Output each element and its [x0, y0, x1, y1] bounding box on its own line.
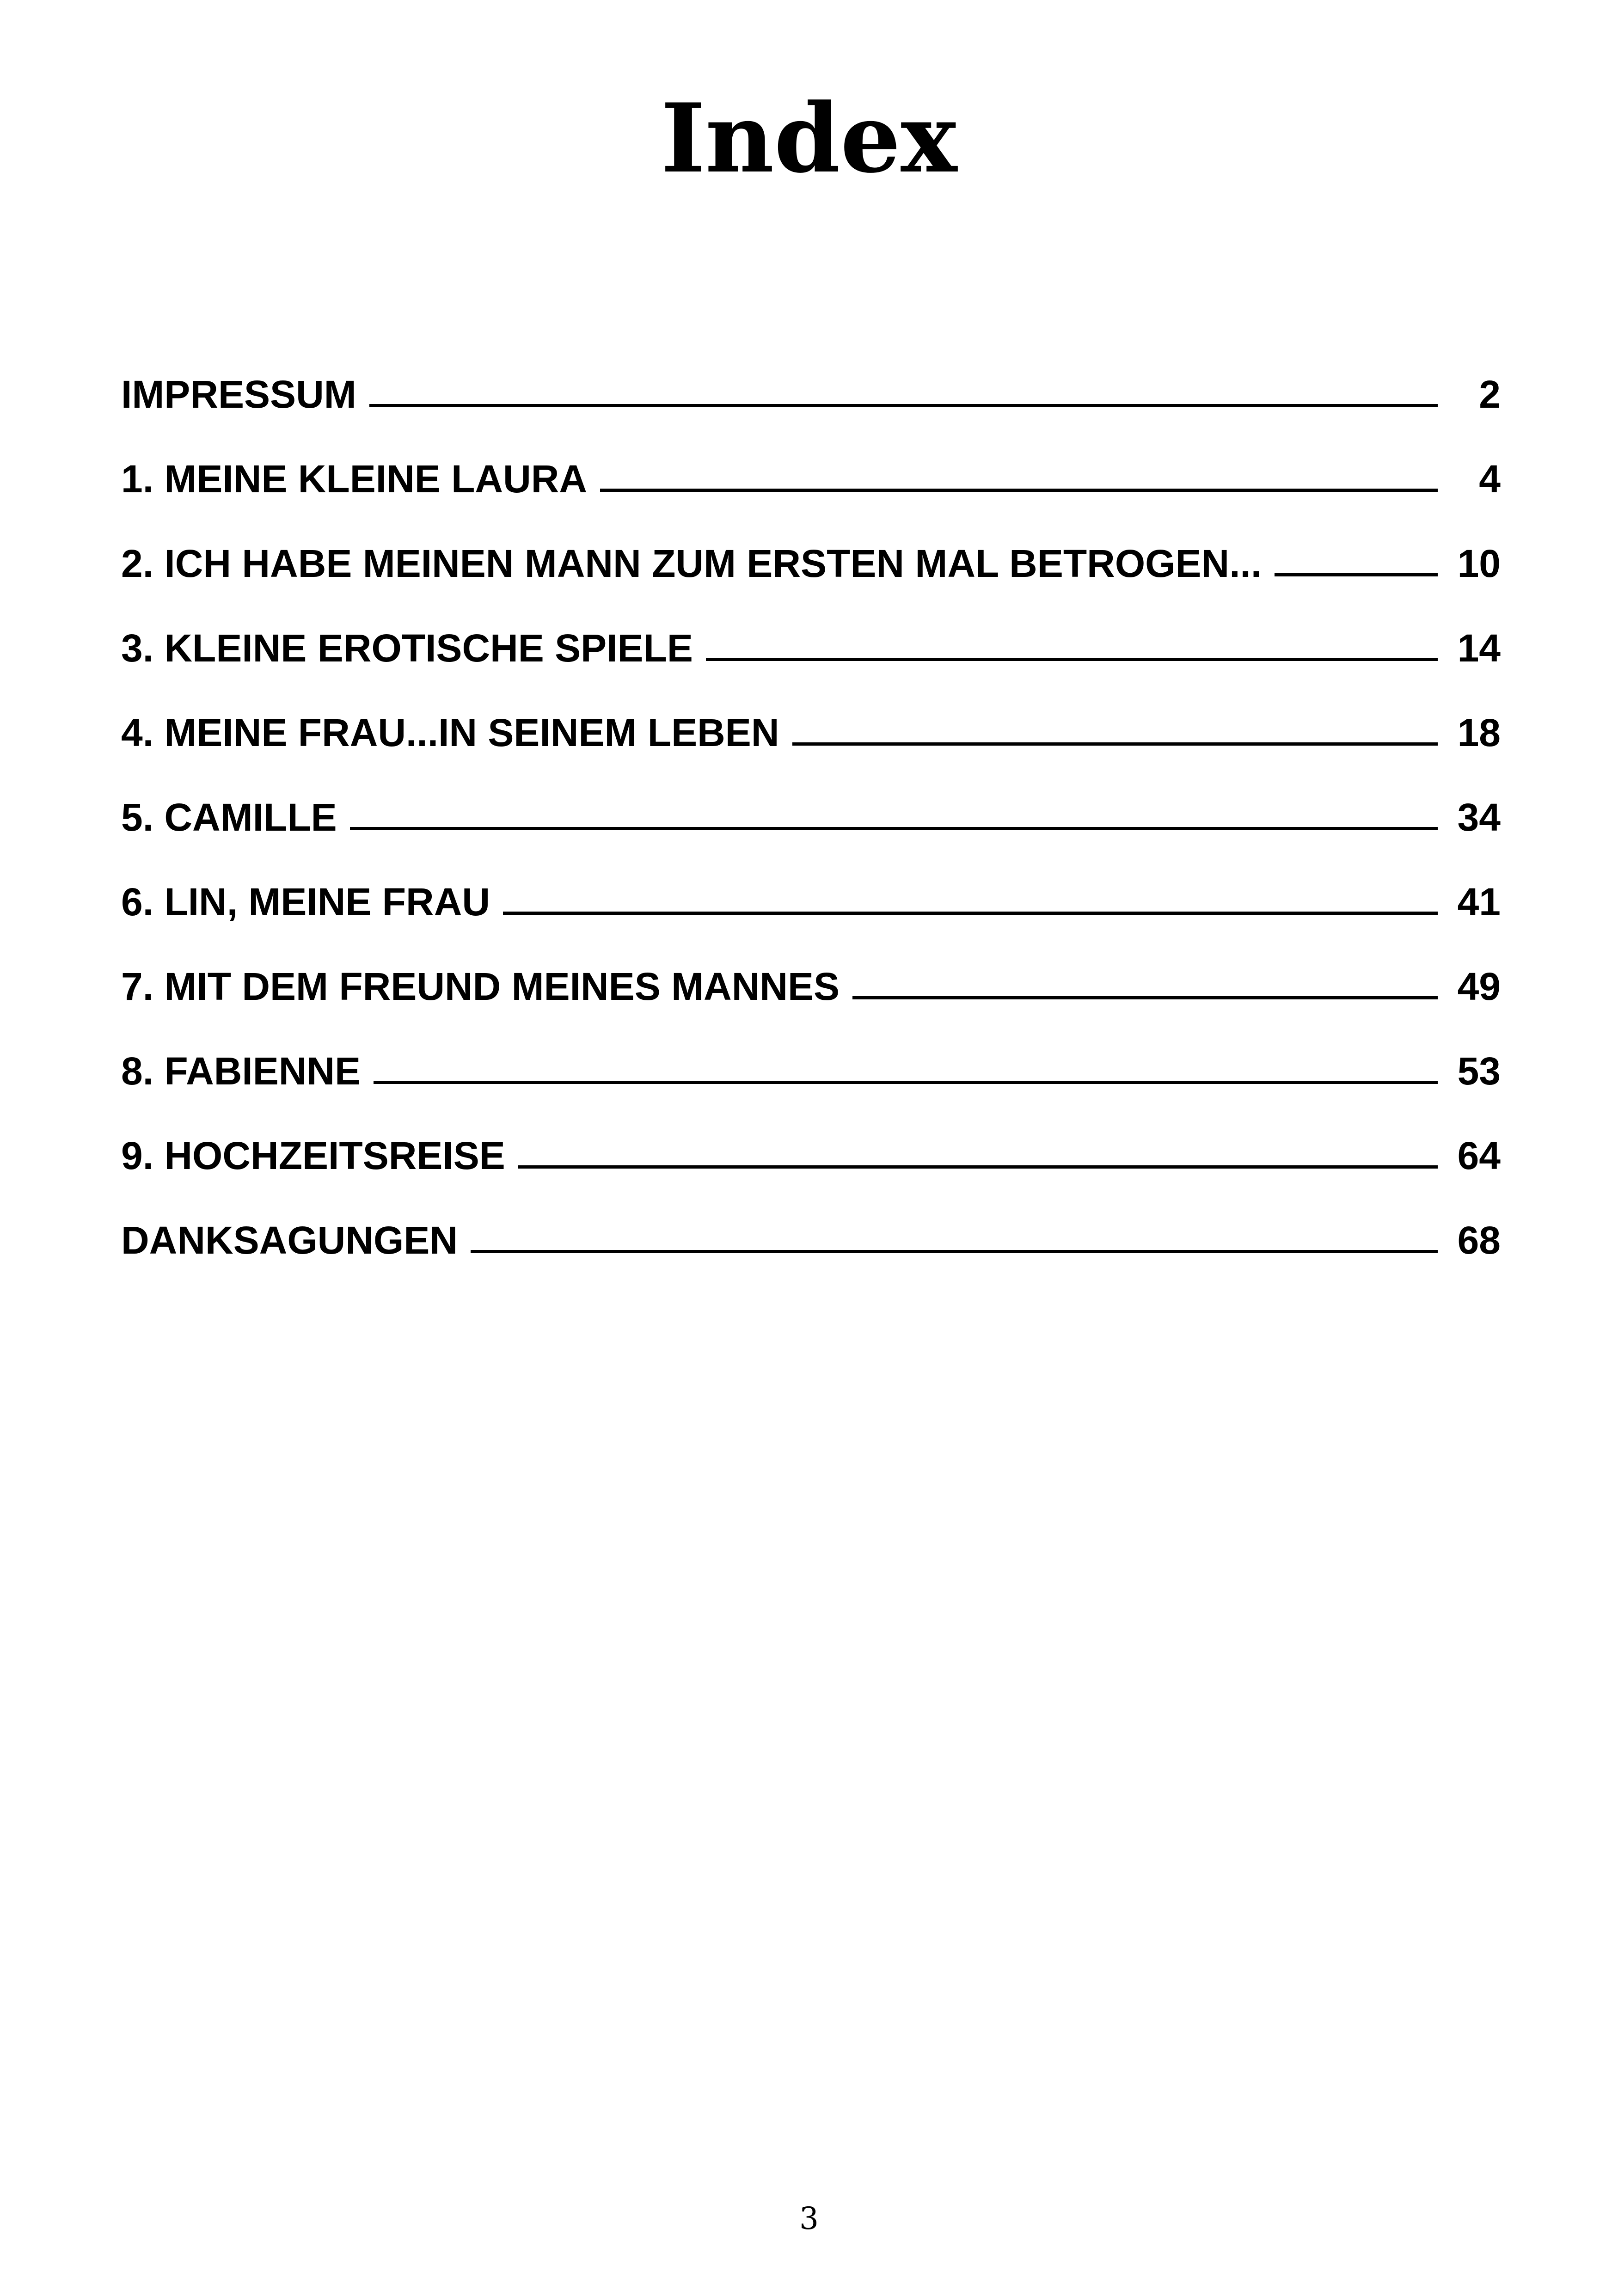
toc-entry-danksagungen[interactable] — [121, 1179, 1501, 1263]
toc-entry-label: 4. MEINE FRAU...IN SEINEM LEBEN — [121, 711, 779, 754]
toc-entry-label: 7. MIT DEM FREUND MEINES MANNES — [121, 965, 840, 1008]
toc-entry-page: 34 — [1457, 796, 1501, 839]
table-of-contents — [121, 333, 1501, 1263]
toc-entry-chapter-1[interactable] — [121, 417, 1501, 502]
toc-entry-chapter-2[interactable] — [121, 502, 1501, 587]
toc-leader-line — [471, 1250, 1438, 1253]
toc-leader-line — [706, 658, 1438, 661]
toc-leader-line — [1275, 573, 1438, 576]
toc-entry-label: 8. FABIENNE — [121, 1049, 361, 1093]
toc-entry-page: 14 — [1457, 626, 1501, 670]
toc-entry-page: 53 — [1457, 1049, 1501, 1093]
toc-entry-page: 41 — [1457, 880, 1501, 924]
toc-entry-impressum[interactable] — [121, 333, 1501, 417]
toc-entry-chapter-4[interactable] — [121, 671, 1501, 756]
toc-entry-label: 3. KLEINE EROTISCHE SPIELE — [121, 626, 693, 670]
toc-entry-label: 6. LIN, MEINE FRAU — [121, 880, 490, 924]
toc-entry-label: IMPRESSUM — [121, 373, 356, 416]
toc-entry-label: 1. MEINE KLEINE LAURA — [121, 457, 588, 501]
toc-entry-chapter-6[interactable] — [121, 840, 1501, 925]
toc-leader-line — [350, 827, 1438, 830]
page-title: Index — [661, 83, 957, 194]
toc-leader-line — [792, 742, 1438, 746]
toc-leader-line — [503, 912, 1438, 915]
toc-leader-line — [518, 1165, 1438, 1169]
toc-entry-chapter-8[interactable] — [121, 1010, 1501, 1094]
toc-entry-chapter-7[interactable] — [121, 925, 1501, 1010]
toc-entry-page: 49 — [1457, 965, 1501, 1008]
page-number: 3 — [799, 2201, 819, 2236]
toc-entry-page: 4 — [1479, 457, 1501, 501]
toc-entry-page: 68 — [1457, 1218, 1501, 1262]
toc-entry-page: 64 — [1457, 1134, 1501, 1177]
toc-leader-line — [374, 1081, 1438, 1084]
toc-entry-page: 18 — [1457, 711, 1501, 754]
toc-leader-line — [369, 404, 1438, 407]
toc-entry-page: 10 — [1457, 542, 1501, 585]
toc-entry-chapter-9[interactable] — [121, 1094, 1501, 1179]
toc-entry-chapter-5[interactable] — [121, 756, 1501, 840]
toc-leader-line — [852, 996, 1438, 999]
toc-entry-page: 2 — [1479, 373, 1501, 416]
toc-entry-label: 5. CAMILLE — [121, 796, 337, 839]
toc-leader-line — [600, 489, 1438, 492]
toc-entry-chapter-3[interactable] — [121, 587, 1501, 671]
toc-entry-label: 9. HOCHZEITSREISE — [121, 1134, 505, 1177]
toc-entry-label: 2. ICH HABE MEINEN MANN ZUM ERSTEN MAL BETROGEN... — [121, 542, 1262, 585]
toc-entry-label: DANKSAGUNGEN — [121, 1218, 458, 1262]
